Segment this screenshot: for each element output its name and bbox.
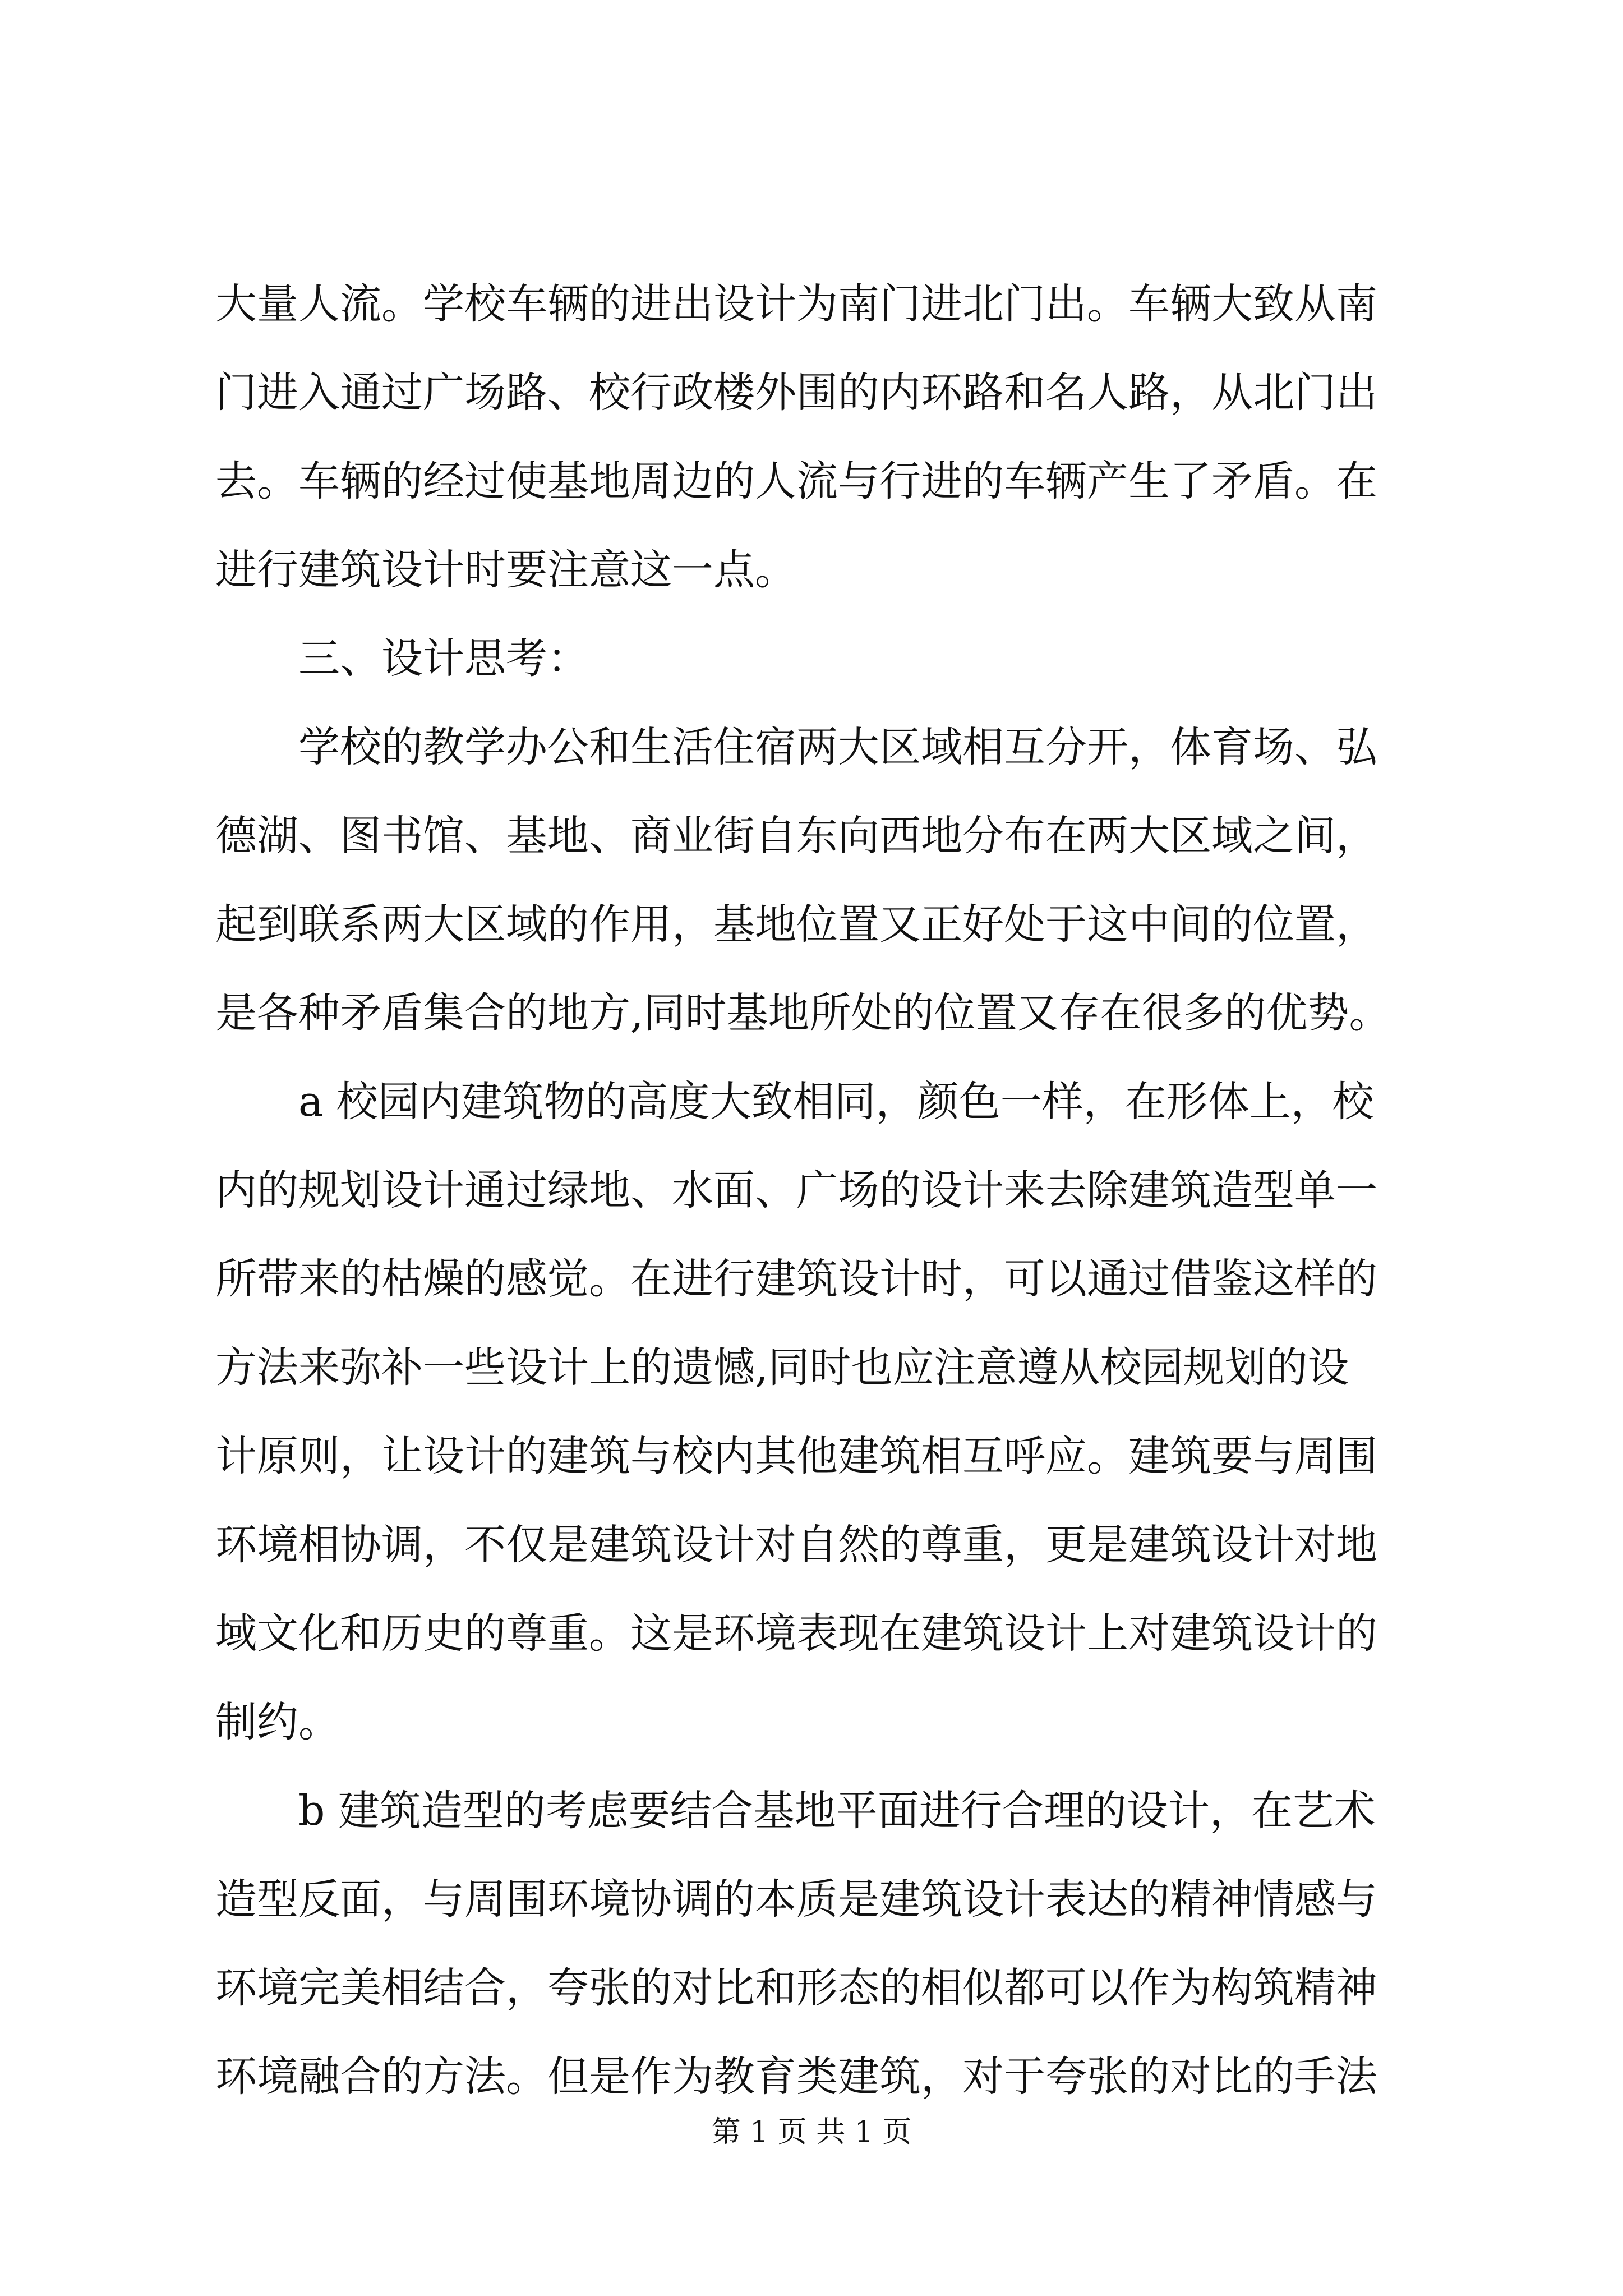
body-line-17: 制约。: [215, 1698, 340, 1746]
body-line-3: 去。车辆的经过使基地周边的人流与行进的车辆产生了矛盾。在: [215, 457, 1377, 505]
body-line-13: 方法来弥补一些设计上的遗憾,同时也应注意遵从校园规划的设: [215, 1343, 1349, 1392]
body-line-7: 德湖、图书馆、基地、商业街自东向西地分布在两大区域之间，: [215, 812, 1377, 860]
body-line-11: 内的规划设计通过绿地、水面、广场的设计来去除建筑造型单一: [215, 1166, 1377, 1214]
body-line-2: 门进入通过广场路、校行政楼外围的内环路和名人路，从北门出: [215, 369, 1377, 417]
body-line-19: 造型反面，与周围环境协调的本质是建筑设计表达的精神情感与: [215, 1875, 1377, 1924]
body-line-18: b 建筑造型的考虑要结合基地平面进行合理的设计，在艺术: [298, 1787, 1376, 1835]
page-number-footer: 第 1 页 共 1 页: [711, 2115, 912, 2149]
body-line-15: 环境相协调，不仅是建筑设计对自然的尊重，更是建筑设计对地: [215, 1521, 1377, 1569]
body-line-6: 学校的教学办公和生活住宿两大区域相互分开，体育场、弘: [298, 723, 1377, 771]
body-line-16: 域文化和历史的尊重。这是环境表现在建筑设计上对建筑设计的: [215, 1609, 1377, 1658]
body-line-9: 是各种矛盾集合的地方,同时基地所处的位置又存在很多的优势。: [215, 989, 1391, 1037]
section-heading: 三、设计思考：: [298, 634, 589, 683]
body-line-1: 大量人流。学校车辆的进出设计为南门进北门出。车辆大致从南: [215, 280, 1377, 328]
body-line-10: a 校园内建筑物的高度大致相同，颜色一样，在形体上，校: [298, 1078, 1374, 1126]
body-line-20: 环境完美相结合，夸张的对比和形态的相似都可以作为构筑精神: [215, 1964, 1377, 2012]
body-line-8: 起到联系两大区域的作用，基地位置又正好处于这中间的位置，: [215, 900, 1377, 949]
body-line-12: 所带来的枯燥的感觉。在进行建筑设计时，可以通过借鉴这样的: [215, 1255, 1377, 1303]
body-line-4: 进行建筑设计时要注意这一点。: [215, 546, 796, 594]
body-line-14: 计原则，让设计的建筑与校内其他建筑相互呼应。建筑要与周围: [215, 1432, 1377, 1480]
body-line-21: 环境融合的方法。但是作为教育类建筑，对于夸张的对比的手法: [215, 2053, 1377, 2101]
